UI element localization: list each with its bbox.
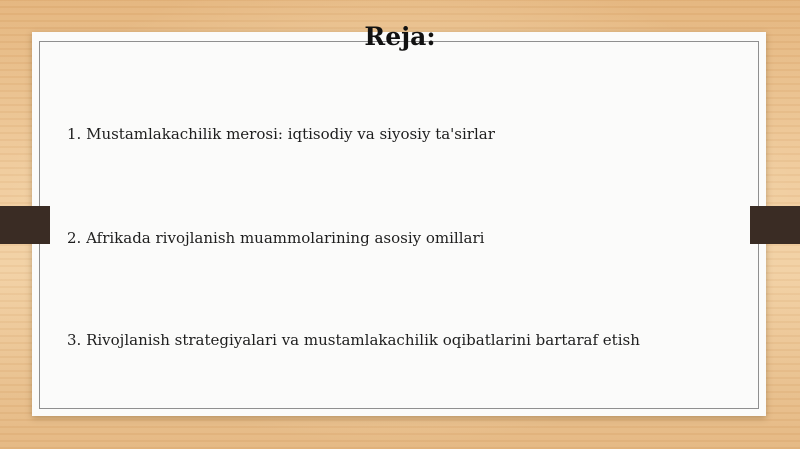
left-side-tab [0, 206, 50, 244]
slide-title: Reja: [364, 22, 436, 51]
agenda-item-3: 3. Rivojlanish strategiyalari va mustamlakachilik oqibatlarini bartaraf etish [67, 331, 640, 349]
agenda-item-2: 2. Afrikada rivojlanish muammolarining asosiy omillari [67, 229, 485, 247]
slide-paper [32, 32, 766, 416]
slide-inner-border [39, 41, 759, 409]
agenda-item-1: 1. Mustamlakachilik merosi: iqtisodiy va siyosiy ta'sirlar [67, 125, 495, 143]
right-side-tab [750, 206, 800, 244]
